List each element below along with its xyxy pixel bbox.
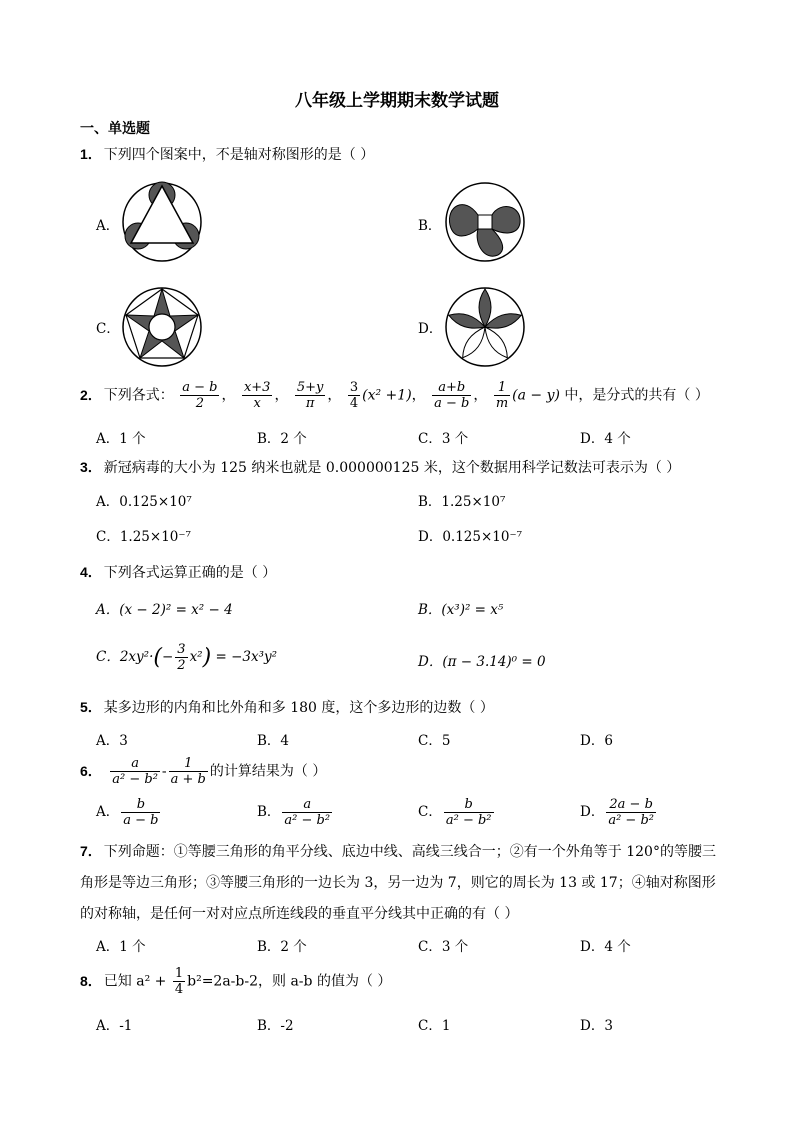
option-a[interactable]	[96, 797, 162, 828]
question-4	[80, 562, 276, 582]
option-fraction: $\frac{2a - b}{\text{a² − b²}}$	[608, 797, 654, 828]
option-fraction: $\frac{b}{a - b}$	[123, 797, 159, 828]
question-number: 5．	[80, 699, 102, 715]
question-suffix: 中，是分式的共有（ ）	[564, 387, 709, 404]
question-suffix: 的计算结果为（ ）	[209, 763, 327, 780]
question-6: 6． $\frac{a}{\text{a² − b²}}$ - $\frac{1}{a + b}$ 的计算结果为（ ）	[80, 756, 327, 787]
page-title: 八年级上学期期末数学试题	[295, 91, 499, 111]
option-c[interactable]: C．1.25×10⁻⁷	[96, 529, 191, 545]
question-text: 某多边形的内角和比外角和多 180 度，这个多边形的边数（ ）	[103, 700, 494, 716]
question-2: 2． 下列各式： $\frac{a - b}{2}$ ， $\frac{x+3}{x}$ ， $\frac{5+y}{\pi}$ ， $\frac{3}{4}$ (x² +1)， $\frac{a+b}{a - b}$ ， $\frac{1}{m}$ (a − y) 中，是分式的共有（ ）	[80, 380, 709, 411]
question-number: 6．	[80, 762, 102, 779]
option-a[interactable]: A．1 个	[96, 939, 146, 955]
option-c-fraction: $\frac{3}{2}$	[177, 642, 186, 673]
question-3	[80, 457, 680, 477]
fraction-2: $\frac{1}{a + b}$	[170, 756, 206, 787]
option-d[interactable]: D．(π − 3.14)⁰ = 0	[418, 654, 546, 670]
expr-4-tail: (x² +1)	[362, 387, 412, 404]
option-c-prefix: C．2xy²·	[96, 649, 154, 665]
question-number: 3．	[80, 459, 102, 475]
option-d[interactable]: D．0.125×10⁻⁷	[418, 529, 522, 545]
option-b[interactable]	[257, 797, 334, 828]
question-number: 7．	[80, 843, 102, 859]
option-d[interactable]: D．3	[580, 1018, 613, 1034]
question-prefix: 下列各式：	[103, 387, 174, 404]
option-c-label[interactable]: C．	[96, 321, 120, 337]
option-c[interactable]: C．3 个	[418, 431, 469, 447]
figure-c-pentagon-star[interactable]	[121, 286, 203, 368]
option-a[interactable]: A．0.125×10⁷	[96, 494, 192, 510]
option-a[interactable]: A．(x − 2)² = x² − 4	[96, 602, 233, 618]
question-1	[80, 144, 374, 164]
option-b[interactable]: B．2 个	[257, 939, 307, 955]
option-c[interactable]	[418, 797, 496, 828]
option-c-middle: x²	[189, 649, 203, 665]
option-d-label[interactable]: D．	[418, 321, 443, 337]
fraction: $\frac{1}{4}$	[174, 966, 184, 997]
fraction-2: $\frac{x+3}{x}$	[243, 380, 271, 411]
option-d[interactable]: D．4 个	[580, 431, 631, 447]
option-b[interactable]: B．2 个	[257, 431, 307, 447]
option-fraction: $\frac{b}{\text{a² − b²}}$	[445, 797, 492, 828]
option-d[interactable]: D．6	[580, 733, 613, 749]
figure-a-triangle-petals[interactable]	[121, 181, 203, 263]
option-b[interactable]: B．1.25×10⁷	[418, 494, 506, 510]
question-number: 4．	[80, 564, 102, 580]
option-label: C．	[418, 804, 442, 820]
option-c[interactable]: C．3 个	[418, 939, 469, 955]
question-text: 下列命题：①等腰三角形的角平分线、底边中线、高线三线合一；②有一个外角等于 120°的等腰三角形是等边三角形；③等腰三角形的一边长为 3，另一边为 7，则它的周长为 13 或 17；④轴对称图形的对称轴，是任何一对对应点所连线段的垂直平分线其中正确的有（ ）	[80, 844, 716, 922]
fraction-1: $\frac{a - b}{2}$	[182, 380, 218, 411]
question-prefix: 已知 a² +	[103, 973, 171, 990]
fraction-6: $\frac{1}{m}$	[495, 380, 509, 411]
section-heading: 一、单选题	[80, 121, 150, 137]
option-d[interactable]	[580, 797, 658, 828]
option-b[interactable]: B．-2	[257, 1018, 294, 1034]
question-text: 下列各式运算正确的是（ ）	[103, 565, 277, 581]
fraction-5: $\frac{a+b}{a - b}$	[434, 380, 470, 411]
question-7	[80, 836, 720, 930]
question-number: 2．	[80, 386, 102, 403]
question-number: 1．	[80, 146, 102, 162]
option-label: A．	[96, 804, 120, 820]
option-a[interactable]: A．3	[96, 733, 128, 749]
expr-6-tail: (a − y)	[512, 387, 560, 404]
option-a[interactable]: A．-1	[96, 1018, 133, 1034]
figure-d-flower[interactable]	[444, 286, 526, 368]
option-a-label[interactable]: A．	[96, 218, 120, 234]
option-c[interactable]: C．5	[418, 733, 451, 749]
question-number: 8．	[80, 972, 102, 989]
option-a[interactable]: A．1 个	[96, 431, 146, 447]
question-8	[80, 966, 391, 997]
option-c-suffix: = −3x³y²	[215, 649, 278, 665]
option-c[interactable]: C．2xy²·(− $\frac{3}{2}$ x²) = −3x³y²	[96, 642, 278, 673]
option-label: D．	[580, 804, 605, 820]
option-d[interactable]: D．4 个	[580, 939, 631, 955]
fraction-3: $\frac{5+y}{\pi}$	[296, 380, 324, 411]
question-text: 下列四个图案中，不是轴对称图形的是（ ）	[103, 147, 375, 163]
option-fraction: $\frac{a}{\text{a² − b²}}$	[284, 797, 331, 828]
question-text: 新冠病毒的大小为 125 纳米也就是 0.000000125 米，这个数据用科学记数法可表示为（ ）	[103, 460, 681, 476]
fraction-4: $\frac{3}{4}$	[349, 380, 359, 411]
question-5	[80, 697, 494, 717]
figure-b-swirl[interactable]	[444, 181, 526, 263]
option-b-label[interactable]: B．	[418, 218, 442, 234]
option-b[interactable]: B．(x³)² = x⁵	[418, 602, 504, 618]
option-b[interactable]: B．4	[257, 733, 290, 749]
question-suffix: b²=2a-b-2，则 a-b 的值为（ ）	[187, 973, 392, 990]
option-c[interactable]: C．1	[418, 1018, 451, 1034]
fraction-1: $\frac{a}{\text{a² − b²}}$	[112, 756, 158, 787]
option-label: B．	[257, 804, 281, 820]
